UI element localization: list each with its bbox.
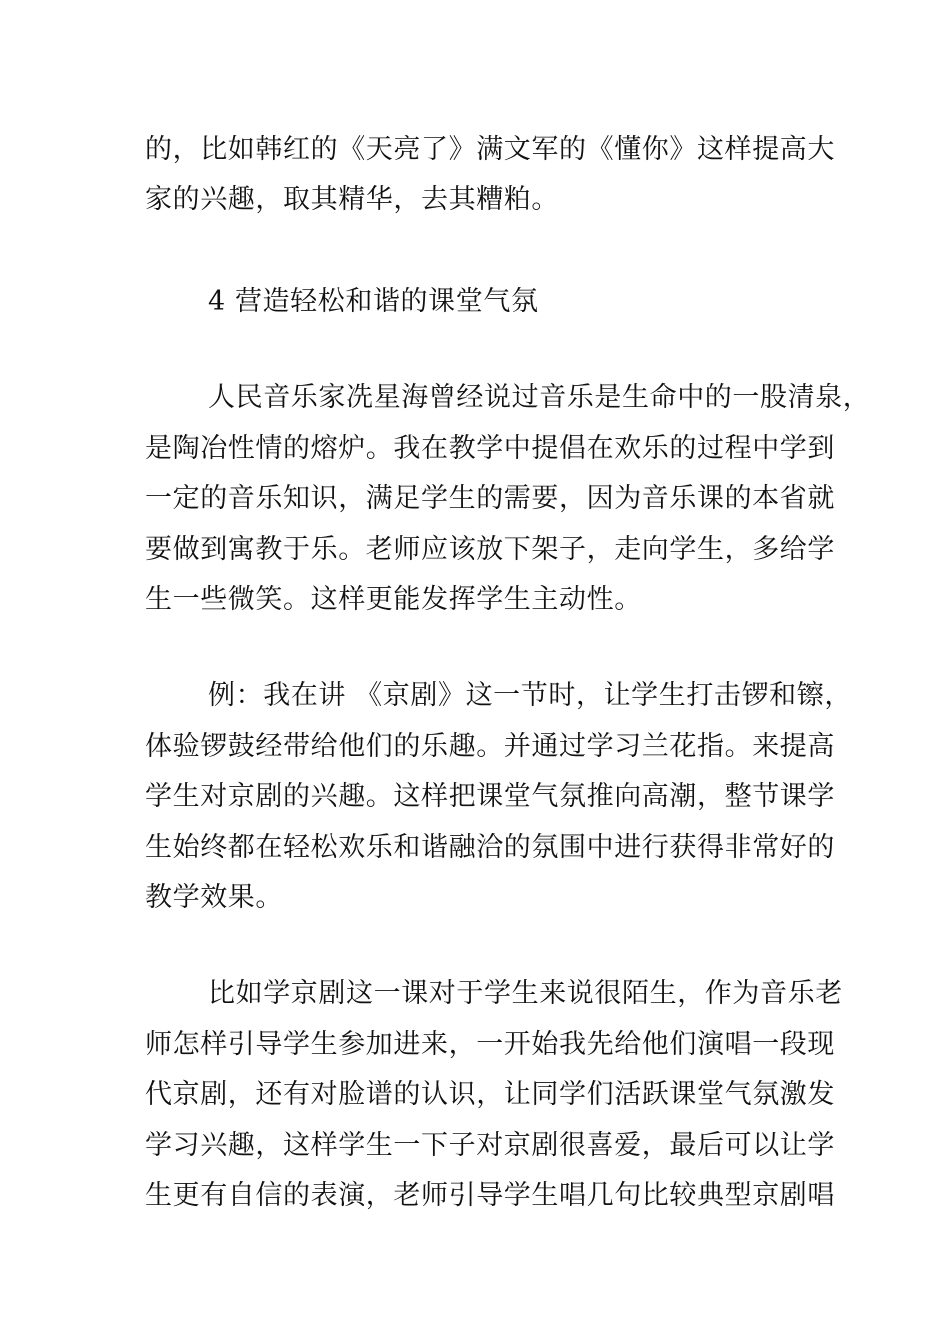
paragraph-4-line-3: 代京剧，还有对脸谱的认识，让同学们活跃课堂气氛激发 (145, 1079, 835, 1110)
paragraph-3-line-4: 生始终都在轻松欢乐和谐融洽的氛围中进行获得非常好的 (145, 832, 835, 863)
paragraph-2-line-5: 生一些微笑。这样更能发挥学生主动性。 (145, 584, 642, 615)
section-heading-4: 4 营造轻松和谐的课堂气氛 (208, 286, 539, 317)
paragraph-3-line-3: 学生对京剧的兴趣。这样把课堂气氛推向高潮，整节课学 (145, 781, 835, 812)
paragraph-4-line-1: 比如学京剧这一课对于学生来说很陌生，作为音乐老 (208, 978, 843, 1009)
paragraph-3-line-1: 例：我在讲 《京剧》这一节时，让学生打击锣和镲， (208, 680, 852, 711)
paragraph-4-line-5: 生更有自信的表演，老师引导学生唱几句比较典型京剧唱 (145, 1180, 835, 1211)
paragraph-2-line-3: 一定的音乐知识，满足学生的需要，因为音乐课的本省就 (145, 483, 835, 514)
paragraph-4-line-4: 学习兴趣，这样学生一下子对京剧很喜爱，最后可以让学 (145, 1130, 835, 1161)
paragraph-3-line-2: 体验锣鼓经带给他们的乐趣。并通过学习兰花指。来提高 (145, 731, 835, 762)
paragraph-4-line-2: 师怎样引导学生参加进来，一开始我先给他们演唱一段现 (145, 1029, 835, 1060)
paragraph-2-line-4: 要做到寓教于乐。老师应该放下架子，走向学生，多给学 (145, 534, 835, 565)
paragraph-2-line-2: 是陶冶性情的熔炉。我在教学中提倡在欢乐的过程中学到 (145, 433, 835, 464)
paragraph-2-line-1: 人民音乐家冼星海曾经说过音乐是生命中的一股清泉， (208, 382, 871, 413)
paragraph-1-line-2: 家的兴趣，取其精华，去其糟粕。 (145, 184, 559, 215)
paragraph-1-line-1: 的，比如韩红的《天亮了》满文军的《懂你》这样提高大 (145, 134, 835, 165)
paragraph-3-line-5: 教学效果。 (145, 882, 283, 913)
